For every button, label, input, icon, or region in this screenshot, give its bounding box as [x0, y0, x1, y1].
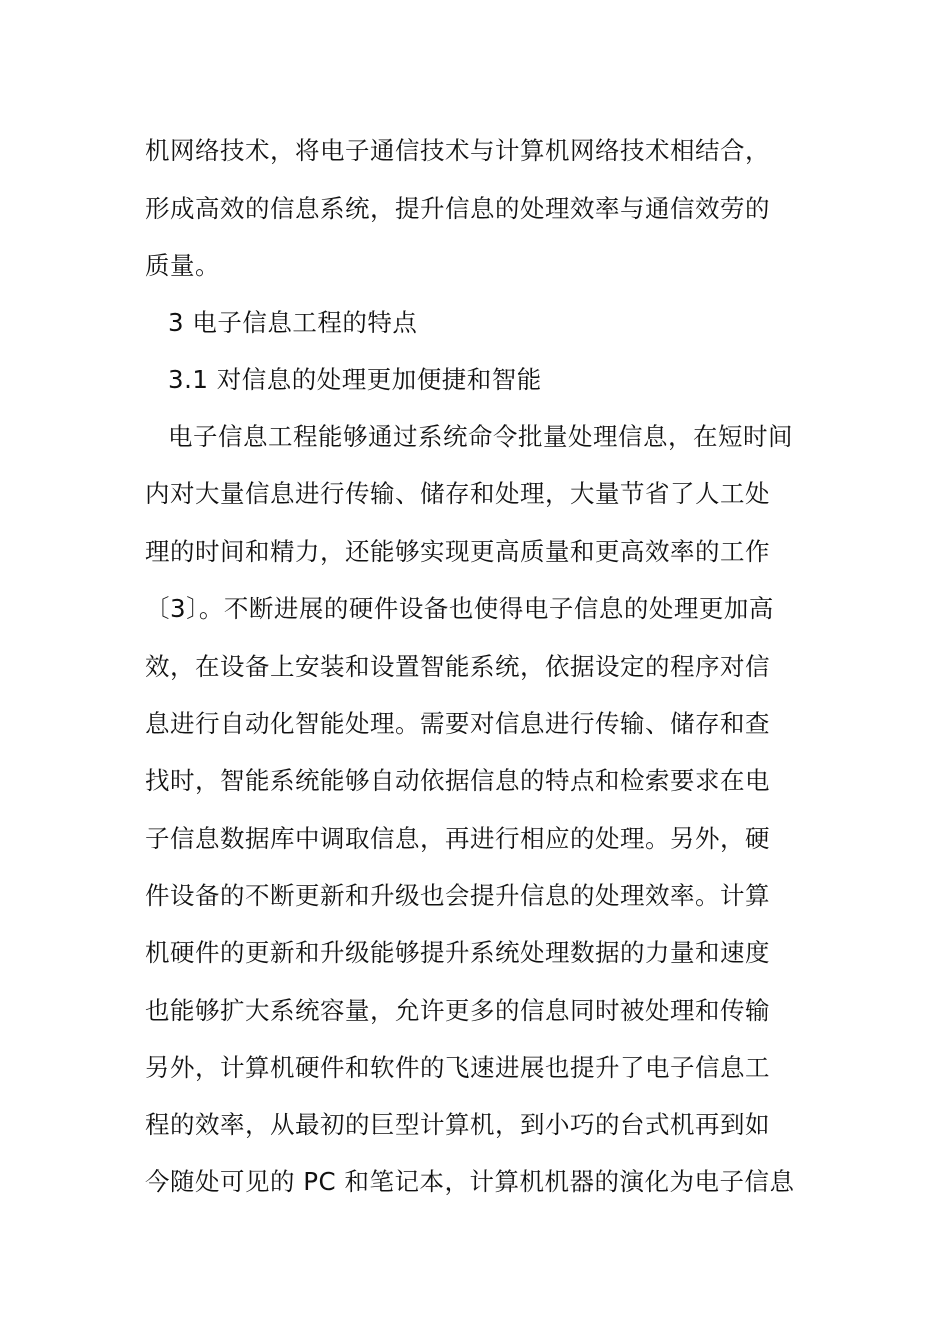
paragraph-line: 效，在设备上安装和设置智能系统，依据设定的程序对信 — [145, 652, 770, 681]
paragraph-line: 也能够扩大系统容量，允许更多的信息同时被处理和传输 — [145, 996, 770, 1025]
paragraph-line-1: 机网络技术，将电子通信技术与计算机网络技术相结合， — [145, 136, 770, 165]
paragraph-line-first: 电子信息工程能够通过系统命令批量处理信息，在短时间 — [168, 422, 793, 451]
paragraph-line: 机硬件的更新和升级能够提升系统处理数据的力量和速度 — [145, 938, 770, 967]
section-heading-3: 3 电子信息工程的特点 — [168, 308, 418, 337]
paragraph-line: 程的效率，从最初的巨型计算机，到小巧的台式机再到如 — [145, 1110, 770, 1139]
paragraph-line-2: 形成高效的信息系统，提升信息的处理效率与通信效劳的 — [145, 194, 770, 223]
paragraph-line: 〔3〕。不断进展的硬件设备也使得电子信息的处理更加高 — [145, 594, 774, 623]
paragraph-line: 子信息数据库中调取信息，再进行相应的处理。另外，硬 — [145, 824, 770, 853]
paragraph-line: 内对大量信息进行传输、储存和处理，大量节省了人工处 — [145, 479, 770, 508]
paragraph-line: 找时，智能系统能够自动依据信息的特点和检索要求在电 — [145, 766, 770, 795]
paragraph-line: 息进行自动化智能处理。需要对信息进行传输、储存和查 — [145, 709, 770, 738]
subsection-heading-3-1: 3.1 对信息的处理更加便捷和智能 — [168, 365, 542, 394]
paragraph-line-3: 质量。 — [145, 251, 220, 280]
paragraph-line: 件设备的不断更新和升级也会提升信息的处理效率。计算 — [145, 881, 770, 910]
paragraph-line: 今随处可见的 PC 和笔记本，计算机机器的演化为电子信息 — [145, 1167, 795, 1196]
paragraph-line: 理的时间和精力，还能够实现更高质量和更高效率的工作 — [145, 537, 770, 566]
paragraph-line: 另外，计算机硬件和软件的飞速进展也提升了电子信息工 — [145, 1053, 770, 1082]
